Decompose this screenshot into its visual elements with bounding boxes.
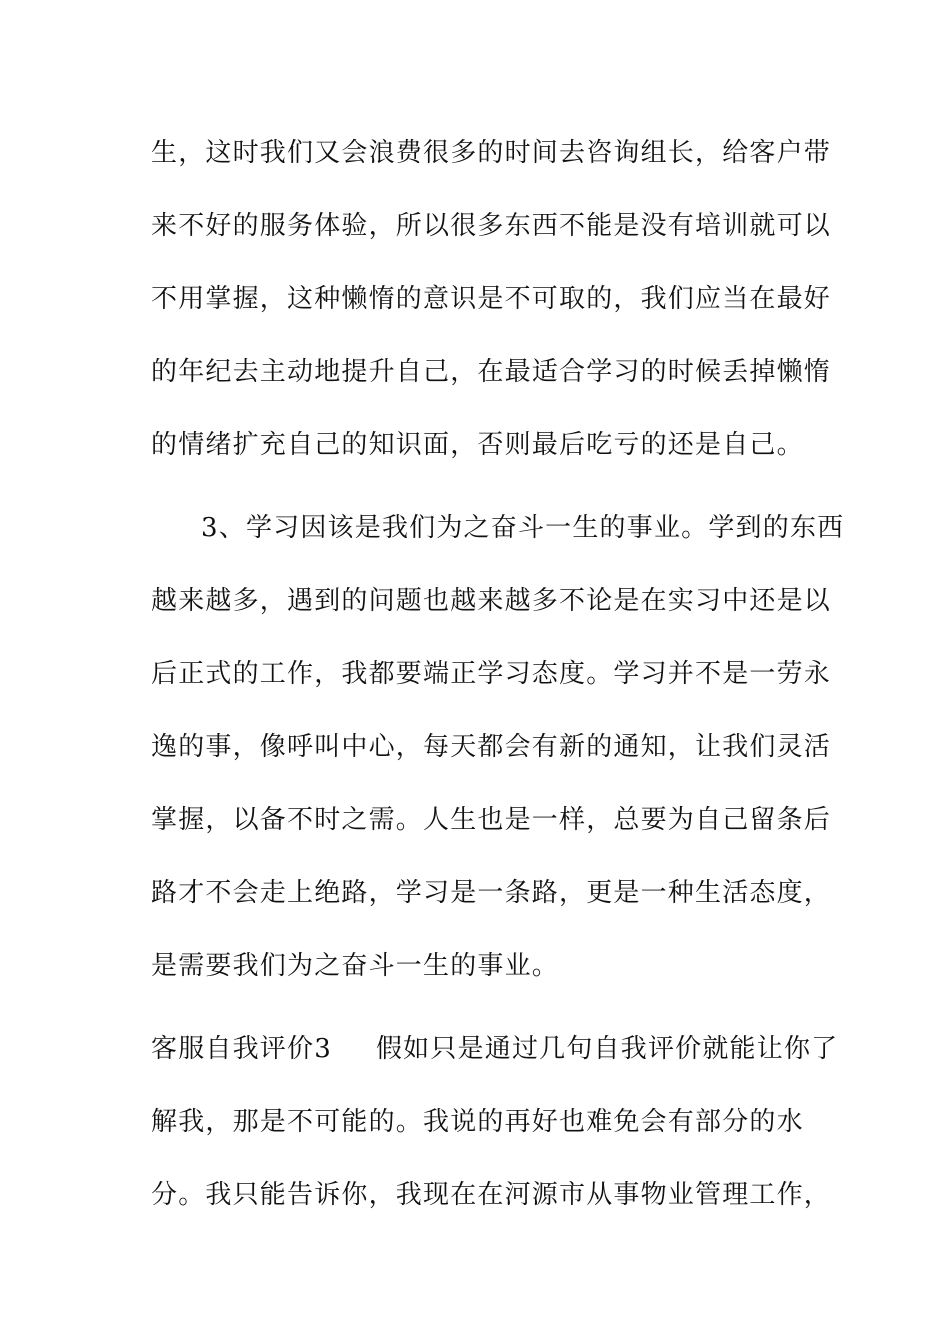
text-line: 路才不会走上绝路，学习是一条路，更是一种生活态度， <box>151 878 832 908</box>
text-line: 不用掌握，这种懒惰的意识是不可取的，我们应当在最好 <box>151 284 832 314</box>
text-line: 越来越多，遇到的问题也越来越多不论是在实习中还是以 <box>151 586 832 616</box>
text-line: 来不好的服务体验，所以很多东西不能是没有培训就可以 <box>151 211 832 241</box>
section-heading: 客服自我评价3 <box>151 1034 332 1064</box>
text-line: 的情绪扩充自己的知识面，否则最后吃亏的还是自己。 <box>151 430 804 460</box>
text-line: 掌握，以备不时之需。人生也是一样，总要为自己留条后 <box>151 805 832 835</box>
section-first-line: 假如只是通过几句自我评价就能让你了 <box>375 1034 839 1064</box>
section-heading-line <box>151 1029 839 1069</box>
paragraph-start-line: 3、学习因该是我们为之奋斗一生的事业。学到的东西 <box>201 513 845 543</box>
text-line: 生，这时我们又会浪费很多的时间去咨询组长，给客户带 <box>151 138 832 168</box>
text-line: 是需要我们为之奋斗一生的事业。 <box>151 951 560 981</box>
text-line: 解我，那是不可能的。我说的再好也难免会有部分的水 <box>151 1107 804 1137</box>
text-line: 逸的事，像呼叫中心，每天都会有新的通知，让我们灵活 <box>151 732 832 762</box>
text-line: 后正式的工作，我都要端正学习态度。学习并不是一劳永 <box>151 659 832 689</box>
text-line: 的年纪去主动地提升自己，在最适合学习的时候丢掉懒惰 <box>151 357 832 387</box>
text-line: 分。我只能告诉你，我现在在河源市从事物业管理工作， <box>151 1180 832 1210</box>
